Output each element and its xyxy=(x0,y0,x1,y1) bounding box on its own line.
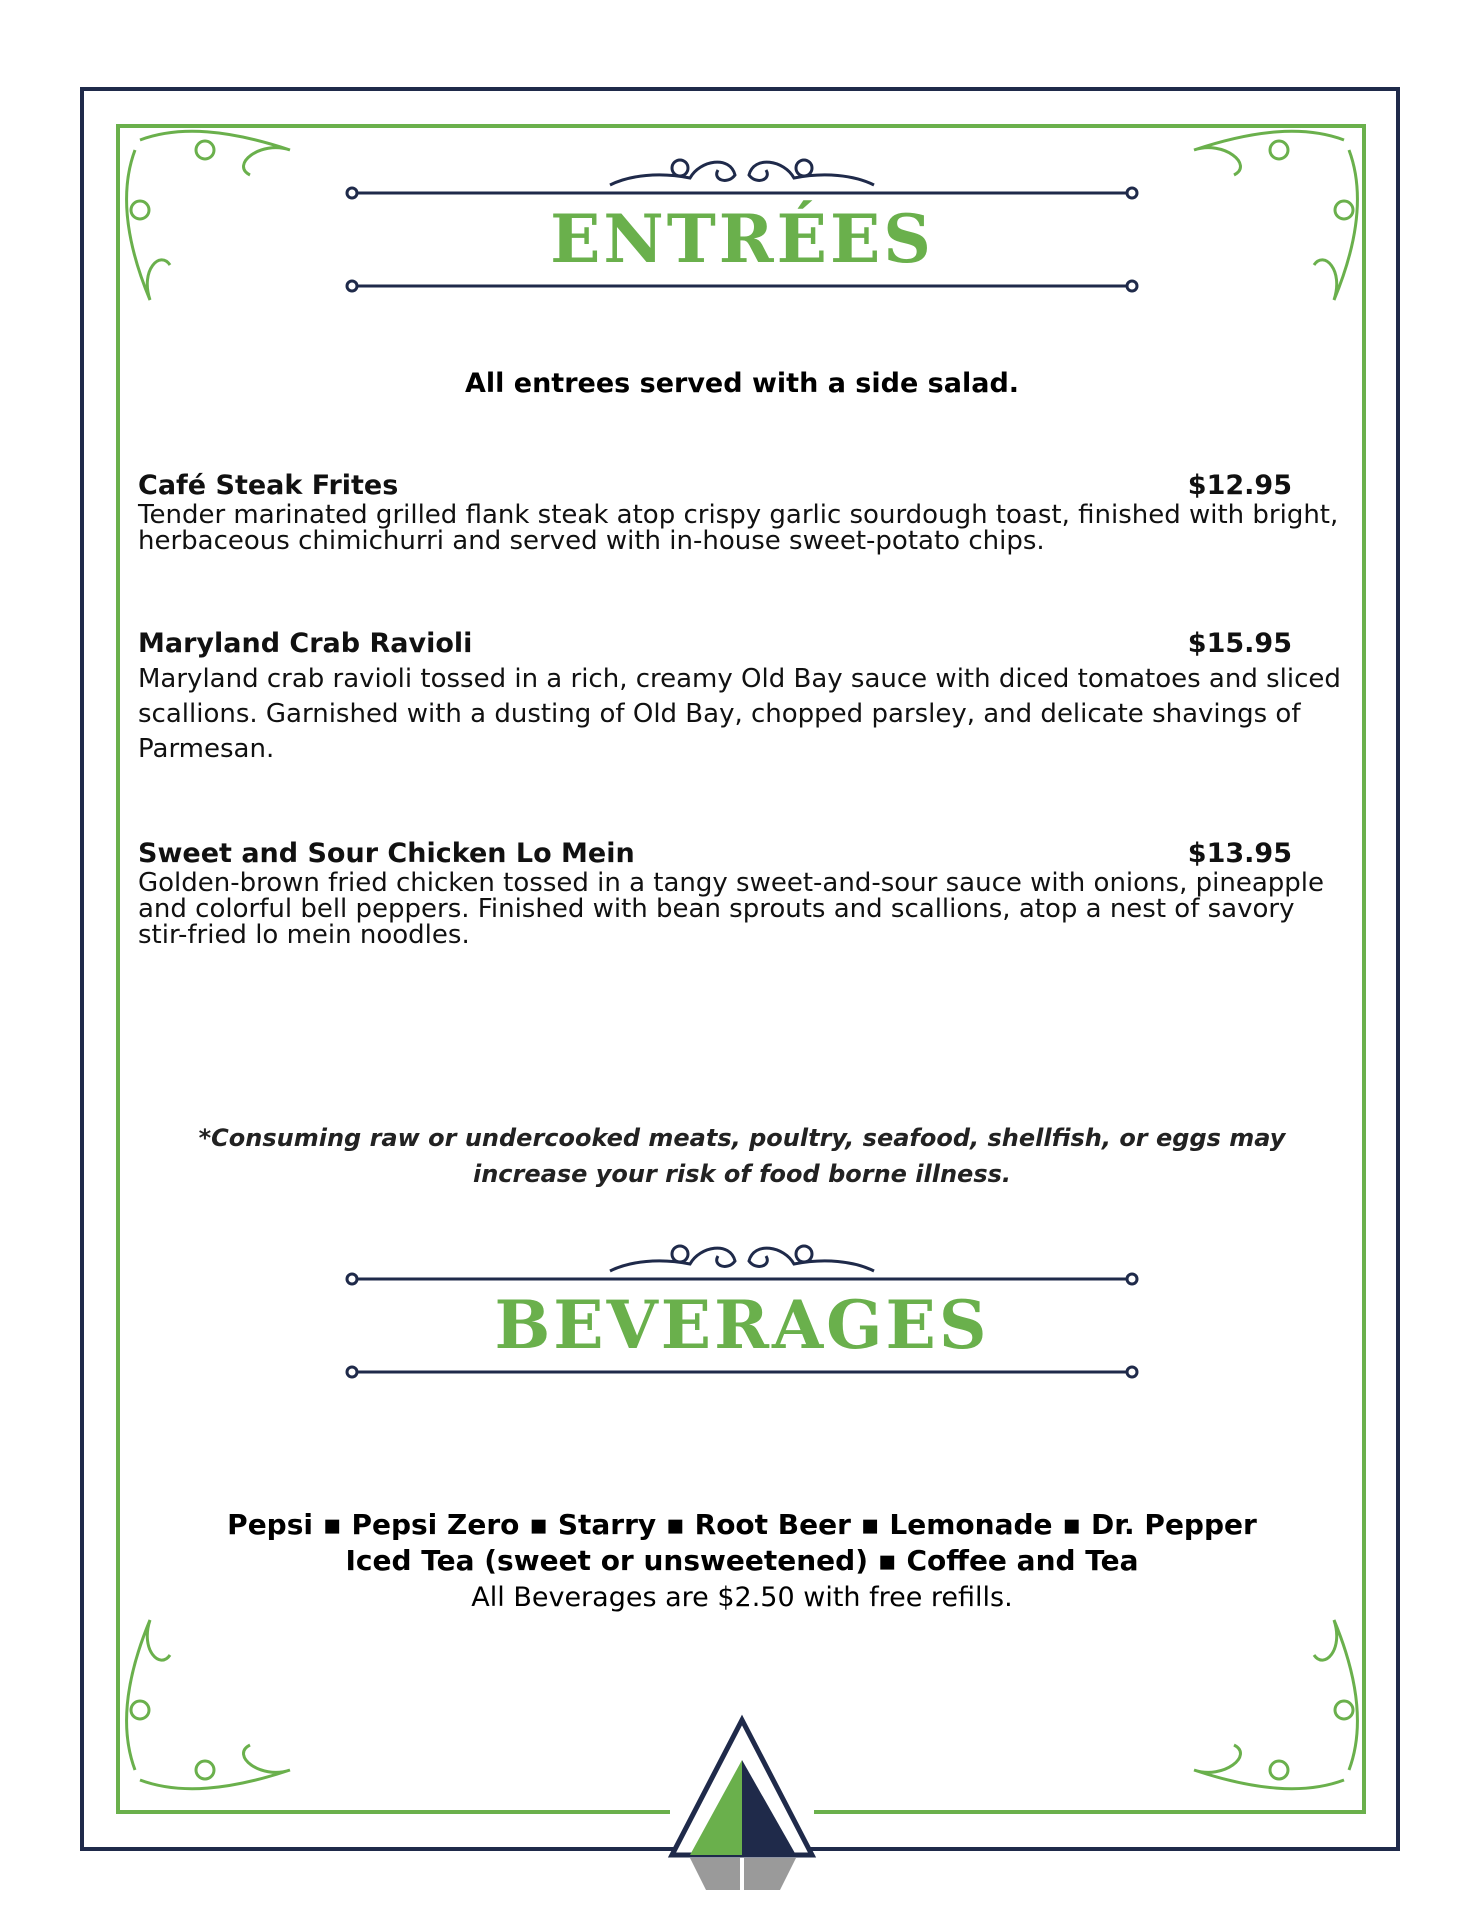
beverages-heading: BEVERAGES xyxy=(494,1286,990,1364)
corner-flourish-bottom-right xyxy=(1194,1620,1357,1789)
item-price: $13.95 xyxy=(1187,838,1292,869)
menu-item xyxy=(138,470,1348,554)
entrees-heading: ENTRÉES xyxy=(550,200,934,278)
logo-icon xyxy=(670,1720,814,1890)
entrees-intro: All entrees served with a side salad. xyxy=(464,368,1020,399)
beverage-list-line-1: Pepsi ▪ Pepsi Zero ▪ Starry ▪ Root Beer ▪ Lemonade ▪ Dr. Pepper xyxy=(227,1508,1257,1541)
item-description: Maryland crab ravioli tossed in a rich, creamy Old Bay sauce with diced tomatoes and sliced scallions. Garnished with a dusting of Old Bay, chopped parsley, and delicate shavings of Parmesan. xyxy=(138,664,1341,764)
food-safety-disclaimer: *Consuming raw or undercooked meats, poultry, seafood, shellfish, or eggs may increase your risk of food borne illness. xyxy=(198,1124,1286,1188)
item-name: Maryland Crab Ravioli xyxy=(138,628,473,659)
item-name: Café Steak Frites xyxy=(138,470,399,501)
beverage-list-line-2: Iced Tea (sweet or unsweetened) ▪ Coffee and Tea xyxy=(345,1544,1139,1577)
menu-item xyxy=(138,838,1348,948)
corner-flourish-bottom-left xyxy=(127,1620,290,1789)
item-name: Sweet and Sour Chicken Lo Mein xyxy=(138,838,635,869)
item-price: $15.95 xyxy=(1187,628,1292,659)
item-description: Tender marinated grilled flank steak atop crispy garlic sourdough toast, finished with bright, herbaceous chimichurri and served with in-house sweet-potato chips. xyxy=(138,500,1339,556)
item-price: $12.95 xyxy=(1187,470,1292,501)
item-description: Golden-brown fried chicken tossed in a tangy sweet-and-sour sauce with onions, pineapple and colorful bell peppers. Finished with bean sprouts and scallions, atop a nest of savory stir-fried lo mein noodles. xyxy=(138,868,1324,950)
beverage-price-note: All Beverages are $2.50 with free refills. xyxy=(471,1582,1013,1613)
menu-item xyxy=(138,628,1348,767)
